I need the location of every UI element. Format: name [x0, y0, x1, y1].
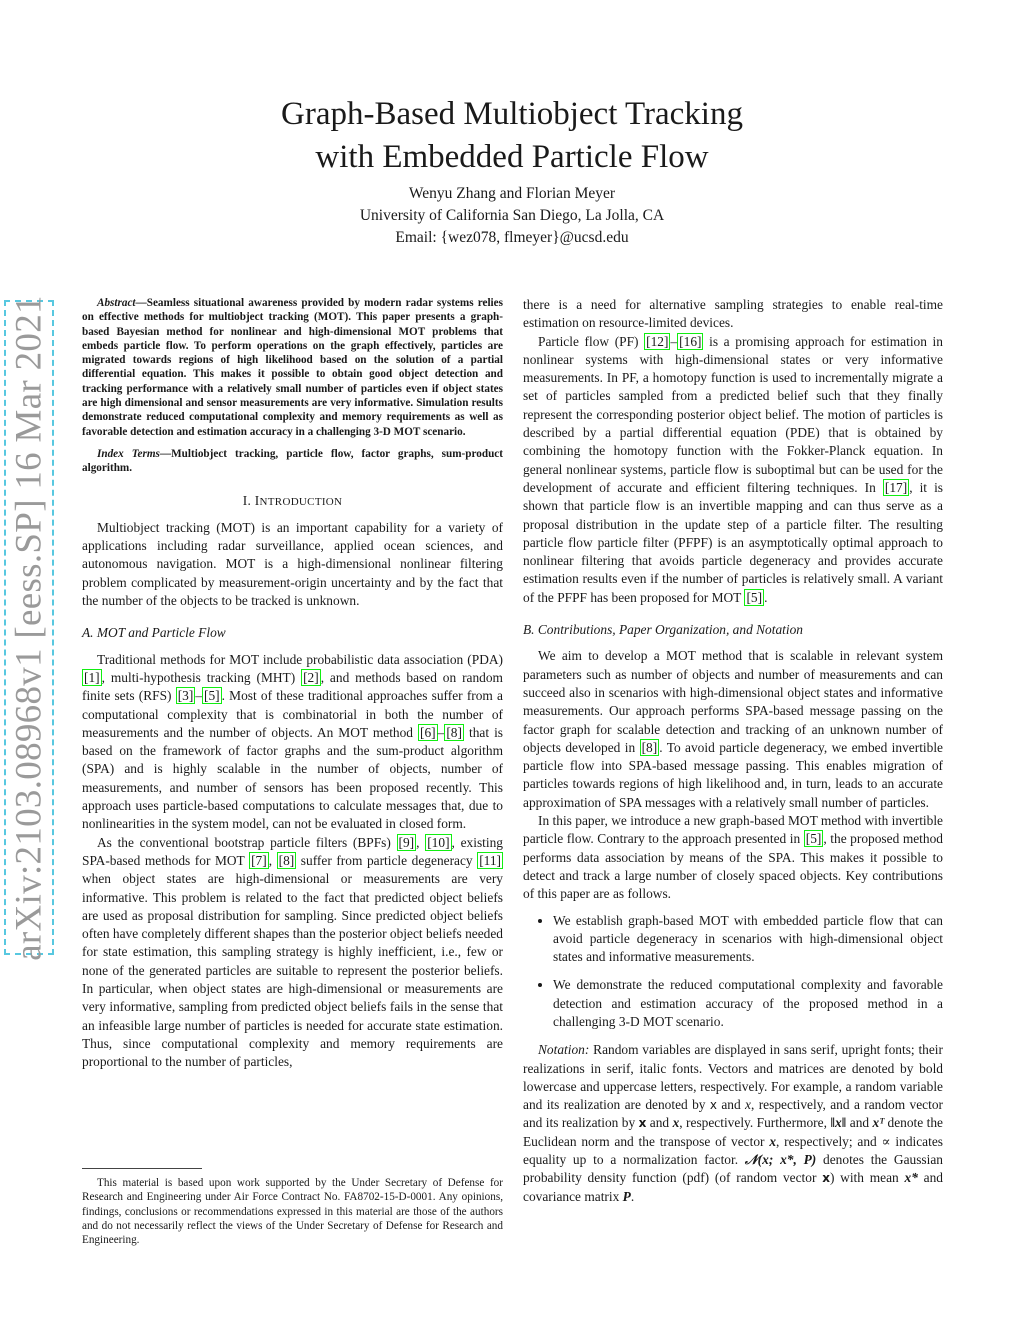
- arxiv-stamp: [4, 294, 54, 961]
- citation-link[interactable]: [9]: [398, 834, 415, 850]
- abstract: [82, 296, 503, 439]
- email: Email: {wez078, flmeyer}@ucsd.edu: [395, 229, 629, 246]
- citation-link[interactable]: [5]: [746, 589, 763, 605]
- paragraph-a2: As the conventional bootstrap particle filters (BPFs) [9] , [10] , existing SPA-based methods for MOT [7] , [8] suffer from particle degeneracy [11] when object states are high-dimensional or measurements are very informative. This problem is related to the fact that predicted object beliefs are used as proposal distribution for sampling. Since predicted object beliefs often have completely different shapes than the posterior object beliefs needed for state estimation, this sampling strategy is highly inefficient, i.e., few or none of the generated particles are suitable to represent the posterior beliefs. In particular, when object states are high-dimensional or measurements are very informative, sampling from predicted object beliefs fails in the sense that an infeasible large number of particles is needed for accurate state estimation. Thus, since computational complexity and memory requirements are proportional to the number of particles,: [82, 834, 503, 1070]
- notation-paragraph: Notation: Random variables are displayed in sans serif, upright fonts; their realizations in serif, italic fonts. Vectors and matrices are denoted by bold lowercase and uppercase letters, respectively. For example, a random variable and its realization are denoted by x and x, respectively, and a random vector and its realization by x and x, respectively. Furthermore, ‖x‖ and xᵀ denote the Euclidean norm and the transpose of vector x, respectively; and ∝ indicates equality up to a normalization factor. 𝒩(x; x*, P) denotes the Gaussian probability density function (pdf) (of random vector x) with mean x* and covariance matrix P.: [523, 1042, 944, 1204]
- citation-link[interactable]: [7]: [251, 852, 267, 868]
- paragraph-continued: there is a need for alternative sampling strategies to enable real-time estimation on resource-limited devices.: [523, 297, 943, 331]
- citation-link[interactable]: [17]: [884, 479, 908, 495]
- subsection-a-heading: A. MOT and Particle Flow: [82, 625, 226, 641]
- footnote: This material is based upon work supported by the Under Secretary of Defense for Research and Engineering under Air Force Contract No. FA8702-15-D-0001. Any opinions, findings, conclusions or recommendations expressed in this material are those of the authors and do not necessarily reflect the views of the Under Secretary of Defense for Research and Engineering.: [82, 1177, 503, 1247]
- citation-link[interactable]: [16]: [679, 333, 702, 349]
- abstract-text: —Seamless situational awareness provided by modern radar systems relies on effective methods for multiobject tracking (MOT). This paper presents a graph-based Bayesian method for nonlinear and high-dimensional MOT problems that embeds particle flow. To perform operations on the graph effectively, particles are migrated towards regions of high likelihood based on the solution of a partial differential equation. This makes it possible to obtain good object detection and tracking performance with a relatively small number of particles even if object states are high dimensional and sensor measurements are very informative. Simulation results demonstrate reduced computational complexity and memory requirements as well as favorable detection and estimation accuracy in a challenging 3-D MOT scenario.: [82, 297, 503, 438]
- citation-link[interactable]: [6]: [420, 724, 436, 740]
- author-block: [0, 183, 1024, 249]
- paragraph-a1: Traditional methods for MOT include probabilistic data association (PDA) [1] , multi-hypothesis tracking (MHT) [2] , and methods based on random finite sets (RFS) [3] – [5] . Most of these traditional approaches suffer from a computational complexity that is combinatorial in both the number of measurements and the number of objects. An MOT method [6] – [8] that is based on the framework of factor graphs and the sum-product algorithm (SPA) and is highly scalable in the number of objects, number of measurements, and number of sensors has been proposed recently. This approach uses particle-based computations to calculate messages that, due to nonlinearities in the system model, can not be evaluated in closed form.: [82, 651, 503, 832]
- citation-link[interactable]: [1]: [84, 669, 100, 685]
- citation-link[interactable]: [3]: [177, 688, 194, 704]
- paragraph-b2: In this paper, we introduce a new graph-based MOT method with invertible particle flow. Contrary to the approach presented in [5] , the proposed method performs data association by means of the SPA. This makes it possible to detect and track a large number of closely spaced objects. Key contributions of this paper are as follows.: [523, 813, 943, 902]
- citation-link[interactable]: [12]: [646, 333, 669, 349]
- citation-link[interactable]: [10]: [427, 834, 450, 850]
- paper-title: [0, 93, 1024, 179]
- index-terms: [82, 447, 503, 476]
- citation-link[interactable]: [8]: [641, 739, 658, 755]
- citation-link[interactable]: [8]: [446, 724, 462, 740]
- left-column: [82, 296, 503, 1071]
- footnote-rule: [82, 1168, 202, 1169]
- index-terms-text: —Multiobject tracking, particle flow, factor graphs, sum-product algorithm.: [82, 447, 503, 475]
- title-line-1: Graph-Based Multiobject Tracking: [281, 96, 743, 132]
- citation-link[interactable]: [2]: [303, 669, 319, 685]
- subsection-b-heading: B. Contributions, Paper Organization, and Notation: [523, 622, 803, 638]
- notation-label: Notation:: [538, 1042, 590, 1058]
- title-line-2: with Embedded Particle Flow: [315, 139, 709, 175]
- citation-link[interactable]: [5]: [805, 831, 822, 847]
- right-column: [523, 296, 943, 1206]
- paragraph-b1: We aim to develop a MOT method that is scalable in relevant system parameters such as number of objects and number of measurements and can succeed also in scenarios with high-dimensional object states and informative measurements. Our approach performs SPA-based message passing on the factor graph for scalable detection and tracking of an unknown number of objects developed in [8] . To avoid particle degeneracy, we embed invertible particle flow into SPA-based message passing. This enables migration of particles towards regions of high likelihood and, in turn, leads to an accurate approximation of SPA messages with a relatively small number of particles.: [523, 648, 943, 810]
- contributions-list: [523, 912, 943, 1032]
- intro-paragraph: Multiobject tracking (MOT) is an important capability for a variety of applications including radar surveillance, applied ocean sciences, and autonomous navigation. MOT is a high-dimensional nonlinear filtering problem complicated by measurement-origin uncertainty and by the fact that the number of the objects to be tracked is unknown.: [82, 519, 503, 609]
- citation-link[interactable]: [11]: [479, 852, 501, 868]
- authors: Wenyu Zhang and Florian Meyer: [408, 185, 616, 202]
- citation-link[interactable]: [8]: [278, 852, 295, 868]
- affiliation: University of California San Diego, La Jolla, CA: [359, 207, 665, 224]
- paragraph-particle-flow: Particle flow (PF) [12] – [16] is a promising approach for estimation in nonlinear systems with high-dimensional states or very informative measurements. In PF, a homotopy function is used to incrementally migrate a set of particles sampled from a predicted belief such that they finally represent the corresponding posterior object belief. The motion of particles is described by a partial differential equation (PDE) that is obtained by combining the homotopy function with the Fokker-Planck equation. In general nonlinear systems, particle flow is suboptimal but can be used for the development of accurate and efficient filtering techniques. In [17] , it is shown that particle flow is an invertible mapping and can thus serve as a proposal distribution in the update step of a particle filter. The resulting particle flow particle filter (PFPF) is an asymptotically optimal approach to nonlinear filtering that avoids particle degeneracy and provides accurate estimation results even if the number of particles is relatively small. A variant of the PFPF has been proposed for MOT [5] .: [523, 333, 943, 605]
- list-item: • We demonstrate the reduced computational complexity and favorable detection and estimation accuracy of the proposed method in a challenging 3-D MOT scenario.: [553, 976, 943, 1031]
- index-terms-label: Index Terms: [97, 447, 160, 460]
- arxiv-id: arXiv:2103.08968v1 [eess.SP] 16 Mar 2021: [8, 294, 50, 961]
- abstract-label: Abstract: [97, 297, 136, 309]
- section-heading-introduction: I. INTRODUCTION: [242, 492, 343, 508]
- list-item: • We establish graph-based MOT with embedded particle flow that can avoid particle degeneracy in scenarios with high-dimensional object states and informative measurements.: [553, 912, 943, 967]
- citation-link[interactable]: [5]: [204, 688, 220, 704]
